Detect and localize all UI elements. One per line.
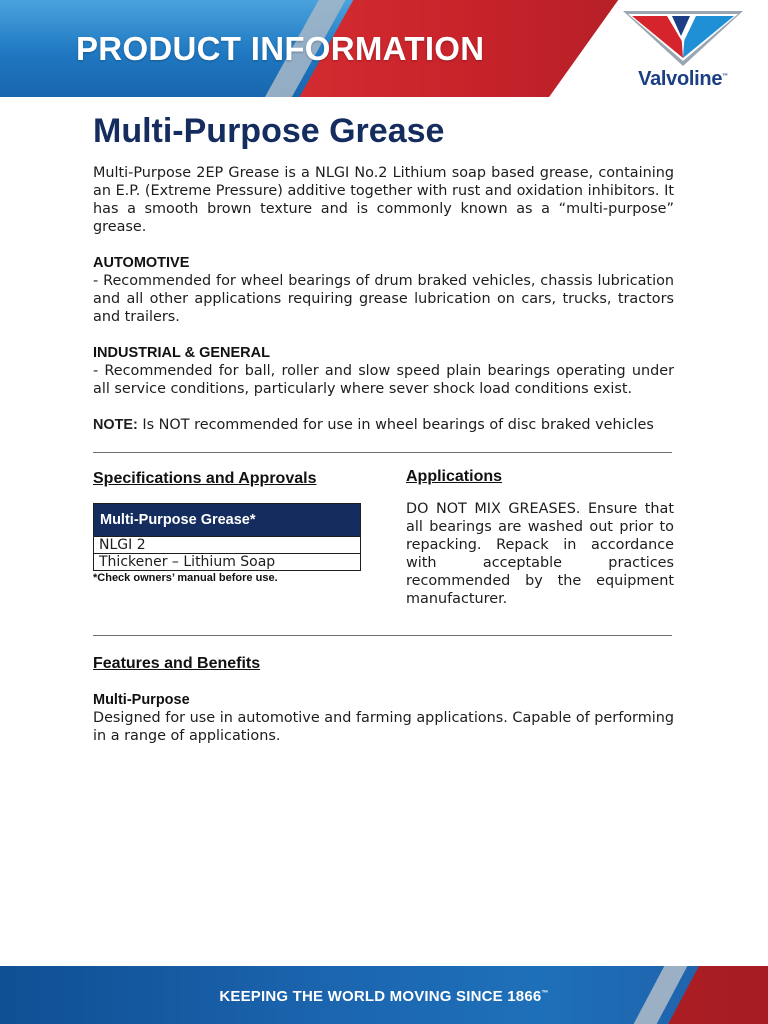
applications-heading: Applications: [406, 468, 503, 485]
applications-text: DO NOT MIX GREASES. Ensure that all bearings are washed out prior to repacking. Repack in accordance with acceptable practices recommended by the equipment manufacturer.: [406, 501, 674, 607]
valvoline-v-icon: [620, 8, 746, 68]
industrial-heading: INDUSTRIAL & GENERAL: [93, 345, 270, 361]
table-header-row: [94, 504, 361, 537]
automotive-heading: AUTOMOTIVE: [93, 255, 190, 271]
page-header-title: PRODUCT INFORMATION: [76, 30, 485, 67]
applications-section: [406, 466, 674, 608]
table-header-cell: Multi-Purpose Grease*: [94, 504, 361, 537]
automotive-text: - Recommended for wheel bearings of drum braked vehicles, chassis lubrication and all other applications requiring grease lubrication on cars, trucks, tractors and trailers.: [93, 273, 674, 325]
specifications-section: [93, 468, 363, 584]
section-divider: [93, 452, 672, 453]
feature-title: Multi-Purpose: [93, 692, 190, 708]
feature-text: Designed for use in automotive and farming applications. Capable of performing in a range of applications.: [93, 710, 674, 744]
note-label: NOTE:: [93, 417, 138, 433]
specifications-footnote: *Check owners’ manual before use.: [93, 572, 278, 584]
main-content: [93, 110, 674, 434]
valvoline-logo: [620, 8, 746, 92]
note-text: Is NOT recommended for use in wheel bearings of disc braked vehicles: [137, 417, 654, 433]
product-intro: Multi-Purpose 2EP Grease is a NLGI No.2 Lithium soap based grease, containing an E.P. (Extreme Pressure) additive together with rust and oxidation inhibitors. It has a smooth brown texture and is commonly known as a “multi-purpose” grease.: [93, 165, 674, 235]
table-row: [94, 537, 361, 554]
logo-wordmark: Valvoline™: [638, 68, 728, 90]
section-divider: [93, 635, 672, 636]
table-row: [94, 554, 361, 571]
header-banner: [0, 0, 768, 97]
specifications-heading: Specifications and Approvals: [93, 470, 317, 487]
footer-tagline: KEEPING THE WORLD MOVING SINCE 1866™: [219, 988, 549, 1005]
table-cell: NLGI 2: [94, 537, 361, 554]
table-cell: Thickener – Lithium Soap: [94, 554, 361, 571]
features-heading: Features and Benefits: [93, 655, 261, 672]
industrial-text: - Recommended for ball, roller and slow speed plain bearings operating under all service conditions, particularly where sever shock load conditions exist.: [93, 363, 674, 397]
footer-banner: [0, 966, 768, 1024]
product-title: Multi-Purpose Grease: [93, 112, 445, 150]
note-paragraph: [93, 416, 674, 434]
features-section: [93, 653, 674, 745]
specifications-table: [93, 503, 361, 571]
